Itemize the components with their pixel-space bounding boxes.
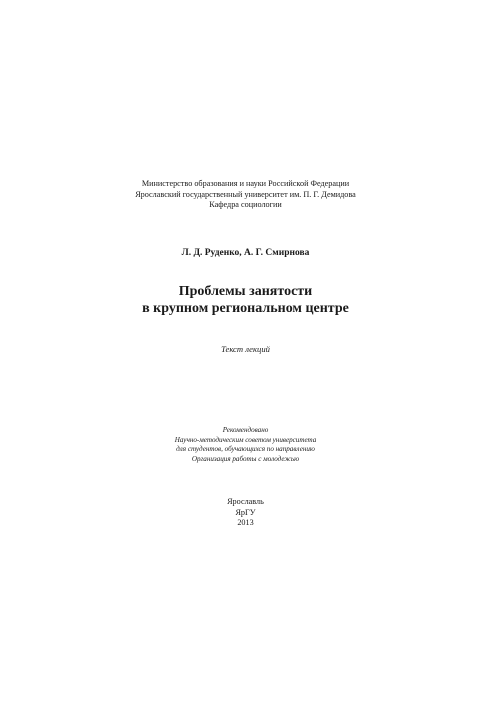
title-line-1: Проблемы занятости <box>178 284 313 299</box>
document-type-line: Текст лекций <box>221 344 270 354</box>
university-line: Ярославский государственный университет им. П. Г. Демидова <box>135 189 356 199</box>
document-title <box>0 283 491 317</box>
department-line: Кафедра социологии <box>209 200 282 209</box>
recommendation-line-2: Научно-методическим советом университета <box>174 435 317 444</box>
recommendation-line-1: Рекомендовано <box>222 426 269 434</box>
recommendation-line-3: для студентов, обучающихся по направлению <box>176 445 315 454</box>
imprint-publisher: ЯрГУ <box>235 507 256 517</box>
title-line-2: в крупном региональном центре <box>142 301 349 316</box>
ministry-line: Министерство образования и науки Российской Федерации <box>141 179 350 188</box>
imprint-block <box>0 497 491 529</box>
institution-header <box>0 179 491 211</box>
authors <box>0 247 491 259</box>
recommendation-block <box>0 426 491 464</box>
authors-line: Л. Д. Руденко, А. Г. Смирнова <box>181 248 310 258</box>
recommendation-line-4: Организация работы с молодежью <box>191 454 300 463</box>
document-type <box>0 344 491 355</box>
imprint-city: Ярославль <box>227 497 264 506</box>
imprint-year: 2013 <box>237 518 254 527</box>
